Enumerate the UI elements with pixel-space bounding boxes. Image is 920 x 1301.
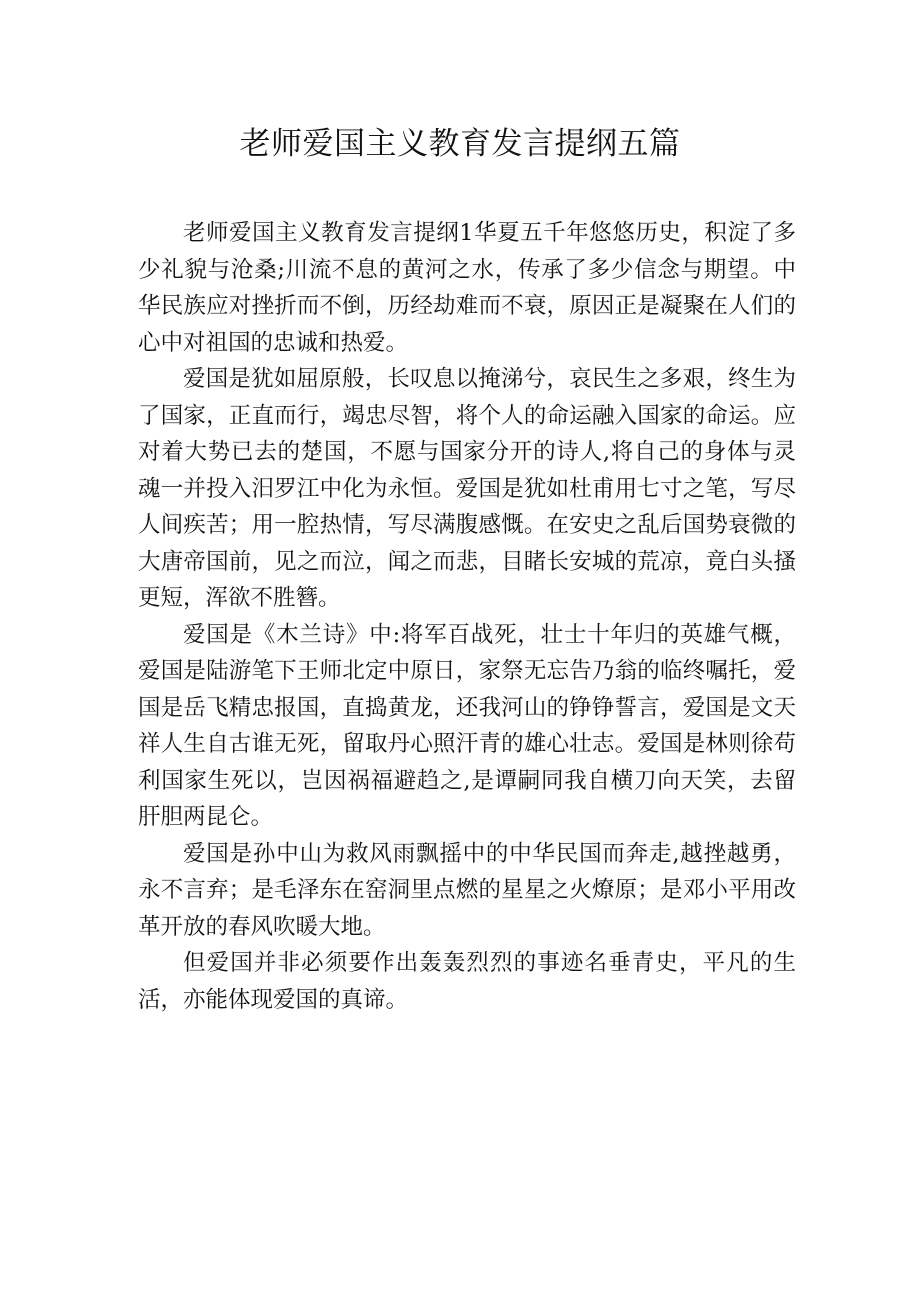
document-body xyxy=(138,215,796,1018)
paragraph-3: 爱国是《木兰诗》中:将军百战死，壮士十年归的英雄气概，爱国是陆游笔下王师北定中原日，家祭无忘告乃翁的临终嘱托，爱国是岳飞精忠报国，直捣黄龙，还我河山的铮铮誓言，爱国是文天祥人生自古谁无死，留取丹心照汗青的雄心壮志。爱国是林则徐苟利国家生死以，岂因祸福避趋之,是谭嗣同我自横刀向天笑，去留肝胆两昆仑。 xyxy=(138,621,796,830)
paragraph-5: 但爱国并非必须要作出轰轰烈烈的事迹名垂青史，平凡的生活，亦能体现爱国的真谛。 xyxy=(138,950,796,1013)
paragraph-2: 爱国是犹如屈原般，长叹息以掩涕兮，哀民生之多艰，终生为了国家，正直而行，竭忠尽智，将个人的命运融入国家的命运。应对着大势已去的楚国，不愿与国家分开的诗人,将自己的身体与灵魂一并投入汨罗江中化为永恒。爱国是犹如杜甫用七寸之笔，写尽人间疾苦；用一腔热情，写尽满腹感慨。在安史之乱后国势衰微的大唐帝国前，见之而泣，闻之而悲，目睹长安城的荒凉，竟白头搔更短，浑欲不胜簪。 xyxy=(138,366,796,611)
paragraph-1: 老师爱国主义教育发言提纲1华夏五千年悠悠历史，积淀了多少礼貌与沧桑;川流不息的黄河之水，传承了多少信念与期望。中华民族应对挫折而不倒，历经劫难而不衰，原因正是凝聚在人们的心中对祖国的忠诚和热爱。 xyxy=(138,220,796,356)
paragraph-4: 爱国是孙中山为救风雨飘摇中的中华民国而奔走,越挫越勇，永不言弃；是毛泽东在窑洞里点燃的星星之火燎原；是邓小平用改革开放的春风吹暖大地。 xyxy=(138,840,796,940)
document-title: 老师爱国主义教育发言提纲五篇 xyxy=(239,126,681,162)
